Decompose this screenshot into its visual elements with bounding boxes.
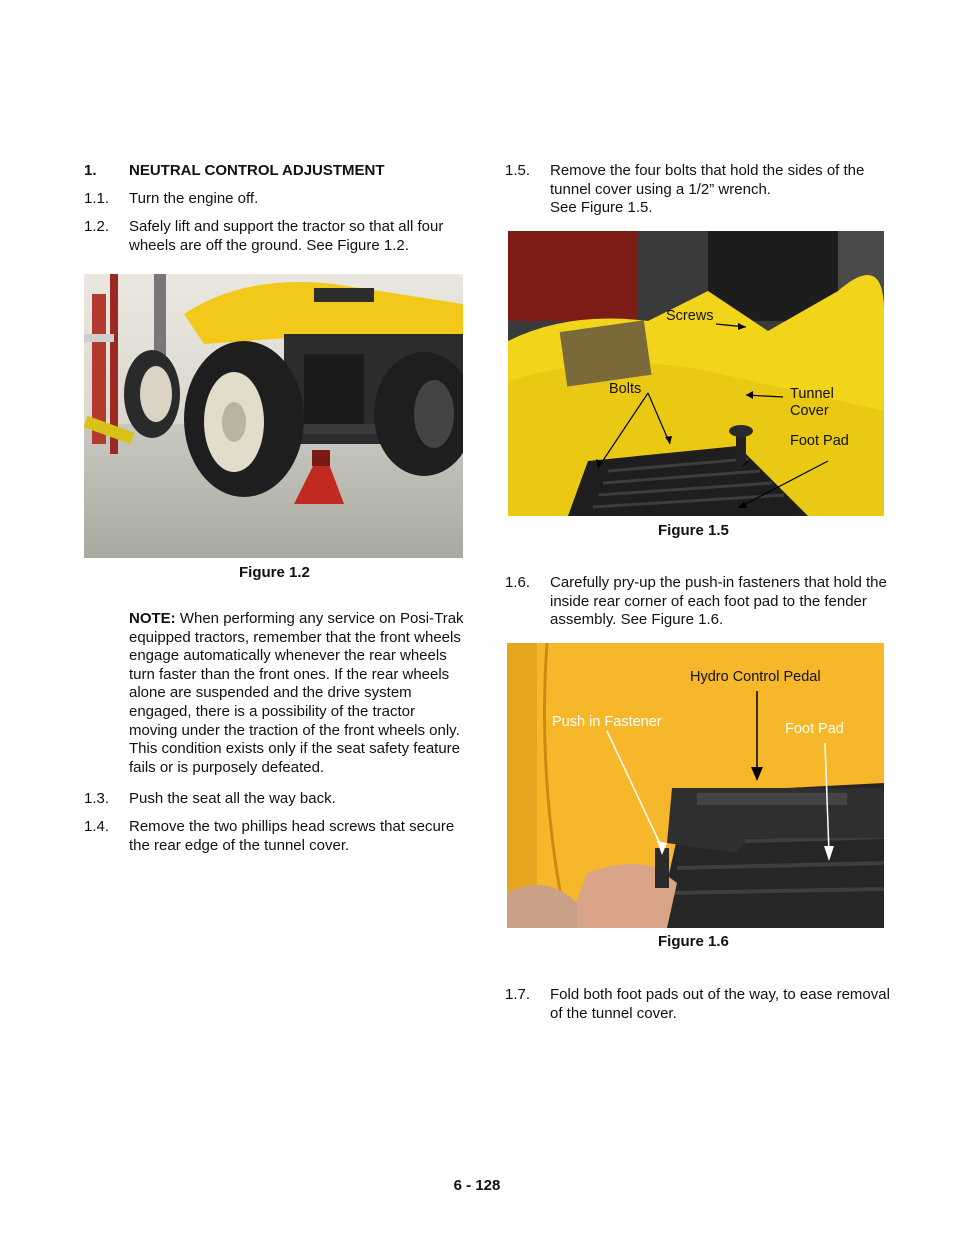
note-block: [129, 610, 464, 777]
step-text: Fold both foot pads out of the way, to ease removal of the tunnel cover.: [550, 986, 890, 1022]
section-number: 1.: [84, 162, 97, 179]
figure-1-2-photo: [84, 274, 463, 558]
label-push-in-fastener: Push in Fastener: [552, 714, 662, 730]
step-number: 1.2.: [84, 218, 110, 235]
step-text: Turn the engine off.: [129, 190, 259, 207]
label-hydro-control-pedal: Hydro Control Pedal: [690, 669, 821, 685]
label-foot-pad: Foot Pad: [790, 433, 849, 449]
step-text: Push the seat all the way back.: [129, 790, 336, 807]
step-text: Safely lift and support the tractor so that all four wheels are off the ground. See Figure 1.2.: [129, 218, 444, 254]
step-number: 1.5.: [505, 162, 531, 179]
step-number: 1.4.: [84, 818, 110, 835]
step-text: Remove the four bolts that hold the sides of the tunnel cover using a 1/2” wrench.: [550, 162, 865, 198]
section-title: NEUTRAL CONTROL ADJUSTMENT: [129, 162, 385, 179]
figure-1-5-photo: [508, 231, 884, 516]
note-text: When performing any service on Posi-Trak equipped tractors, remember that the front wheels engage automatically whenever the rear wheels turn faster than the front ones. If the rear wheels alone are suspended and the drive system engaged, there is a possibility of the tractor moving under the traction of the front wheels only. This condition exists only if the seat safety feature fails or is purposely defeated.: [129, 610, 464, 776]
note-label: NOTE:: [129, 610, 176, 627]
step-number: 1.1.: [84, 190, 110, 207]
step-text: Remove the two phillips head screws that secure the rear edge of the tunnel cover.: [129, 818, 455, 854]
step-text: Carefully pry-up the push-in fasteners that hold the inside rear corner of each foot pad to the fender assembly. See Figure 1.6.: [550, 574, 887, 629]
step-number: 1.3.: [84, 790, 110, 807]
page-number: 6 - 128: [453, 1177, 501, 1194]
label-screws: Screws: [666, 308, 714, 324]
step-text-block: [550, 162, 890, 218]
step-text-reference: See Figure 1.5.: [550, 199, 653, 217]
step-number: 1.7.: [505, 986, 531, 1003]
figure-1-6-caption: Figure 1.6: [658, 933, 729, 950]
label-bolts: Bolts: [609, 381, 642, 397]
label-tunnel-cover: Tunnel Cover: [790, 386, 834, 419]
step-number: 1.6.: [505, 574, 531, 591]
label-foot-pad-2: Foot Pad: [785, 721, 844, 737]
figure-1-5-caption: Figure 1.5: [658, 522, 729, 539]
figure-1-2-caption: Figure 1.2: [239, 564, 310, 581]
